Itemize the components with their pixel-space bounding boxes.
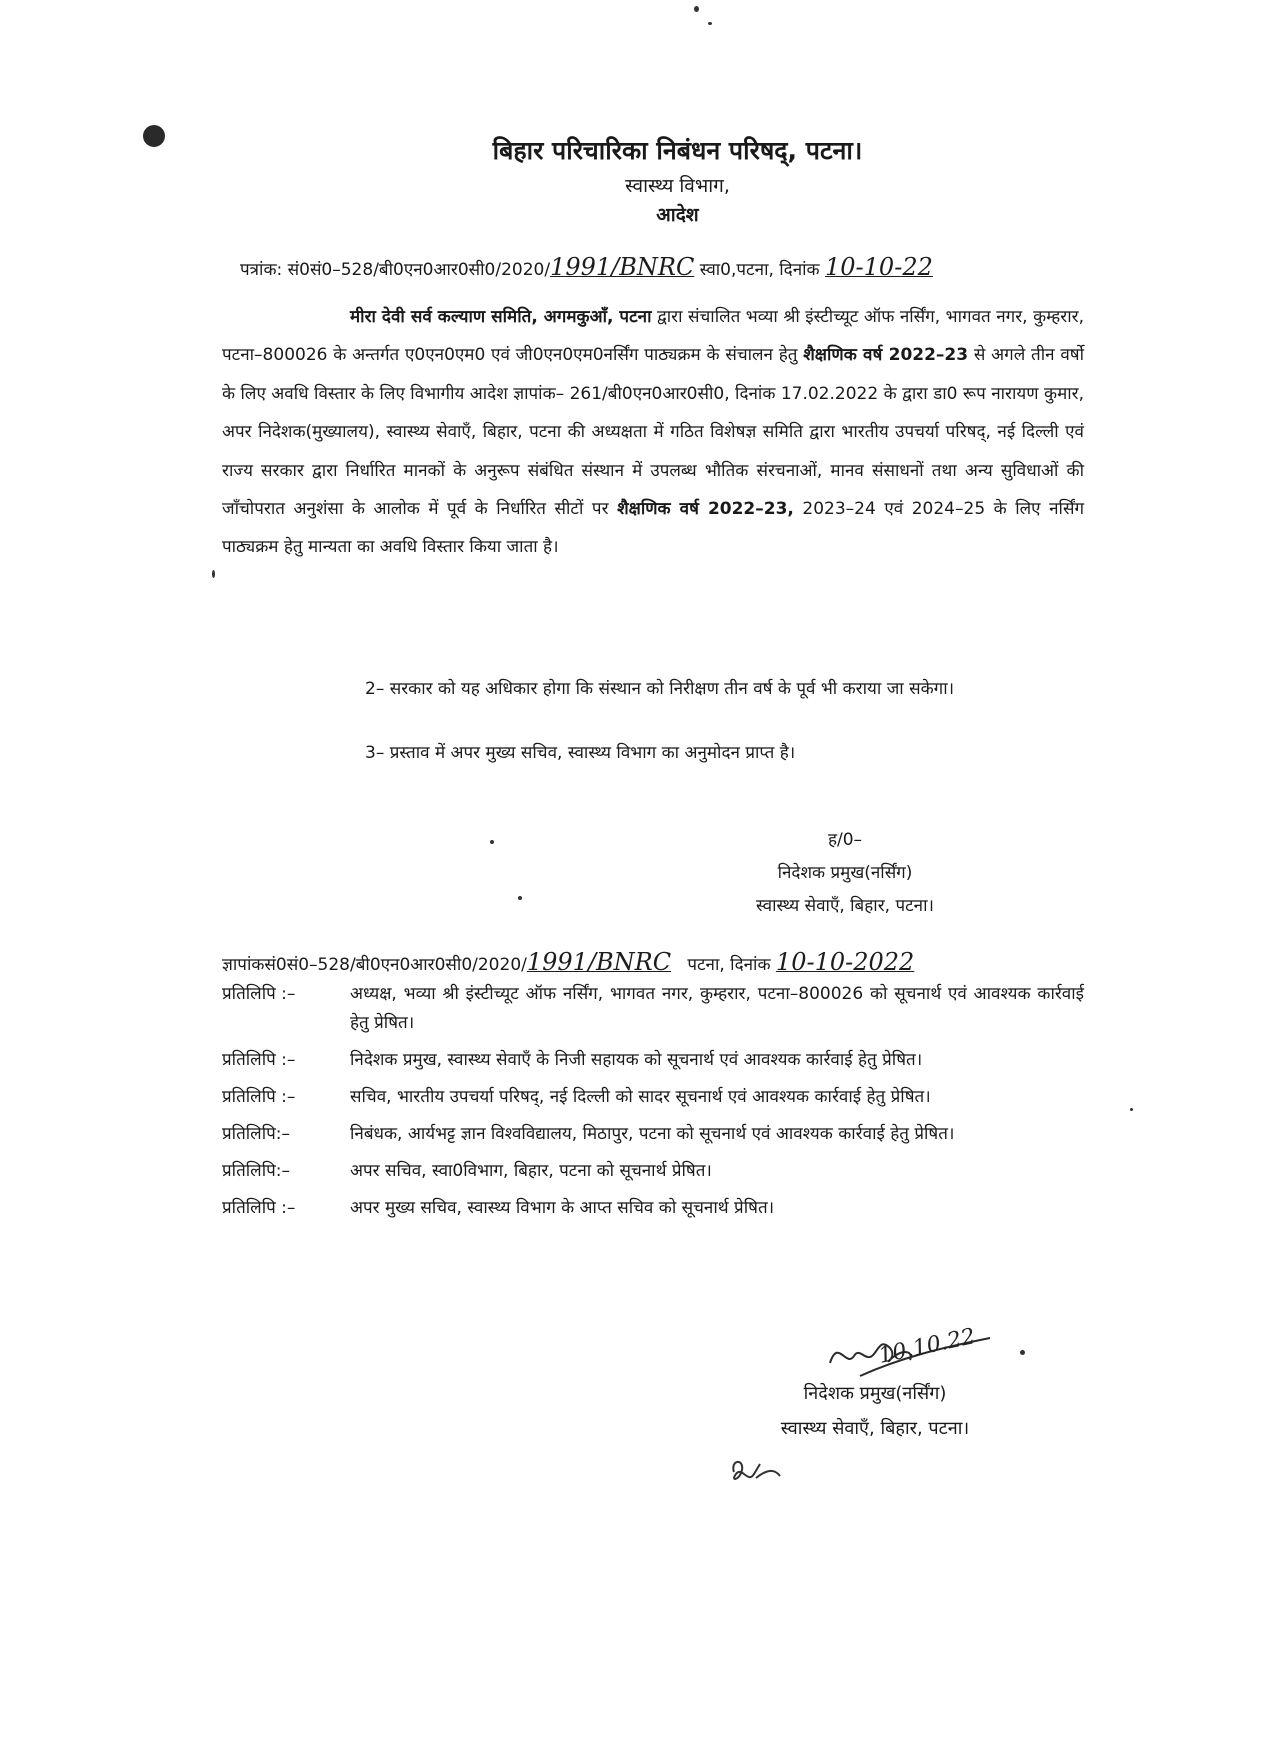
- scan-speck: [490, 840, 494, 844]
- copy-text: अध्यक्ष, भव्या श्री इंस्टीच्यूट ऑफ नर्सिंग, भागवत नगर, कुम्हरार, पटना–800026 को सूचनार्थ एवं आवश्यक कार्रवाई हेतु प्रेषित।: [350, 984, 1084, 1033]
- order-heading: आदेश: [656, 204, 699, 226]
- signature-block-1: [700, 824, 990, 923]
- signature-date: 10.10.22: [876, 1324, 978, 1369]
- scan-speck: [694, 6, 699, 12]
- handwritten-date: 10-10-22: [825, 253, 933, 281]
- order-body-paragraph: [222, 298, 1084, 567]
- scan-speck: [1020, 1350, 1025, 1355]
- copy-item: [222, 1157, 1084, 1186]
- handwritten-letter-number: 1991/BNRC: [550, 253, 695, 281]
- copy-label: प्रतिलिपि :–: [222, 1087, 296, 1107]
- signature-block-2: [735, 1376, 1015, 1446]
- copy-label: प्रतिलिपि:–: [222, 1124, 290, 1144]
- copy-item: [222, 1083, 1084, 1112]
- scan-speck: [518, 896, 522, 900]
- signed-mark: ह/0–: [827, 830, 863, 850]
- society-name: मीरा देवी सर्व कल्याण समिति, अगमकुआँ, पटना: [350, 307, 652, 327]
- copy-text: सचिव, भारतीय उपचर्या परिषद्, नई दिल्ली को सादर सूचनार्थ एवं आवश्यक कार्रवाई हेतु प्रेषित।: [350, 1087, 931, 1107]
- reference-prefix: पत्रांक: सं0सं0–528/बी0एन0आर0सी0/2020/: [240, 260, 551, 280]
- copy-label: प्रतिलिपि :–: [222, 1050, 296, 1070]
- reference-line: [240, 253, 933, 281]
- scan-speck: [708, 22, 712, 25]
- memo-line: [222, 948, 914, 976]
- copy-item: [222, 1194, 1084, 1223]
- copy-text: अपर सचिव, स्वा0विभाग, बिहार, पटना को सूचनार्थ प्रेषित।: [350, 1161, 712, 1181]
- signatory-office: स्वास्थ्य सेवाएँ, बिहार, पटना।: [780, 1418, 970, 1439]
- copy-item: [222, 980, 1084, 1038]
- copy-text: निबंधक, आर्यभट्ट ज्ञान विश्वविद्यालय, मिठापुर, पटना को सूचनार्थ एवं आवश्यक कार्रवाई हेतु प्रेषित।: [350, 1124, 955, 1144]
- order-point-3: 3– प्रस्ताव में अपर मुख्य सचिव, स्वास्थ्य विभाग का अनुमोदन प्राप्त है।: [365, 743, 796, 763]
- scan-speck: [1130, 1108, 1133, 1111]
- copy-text: अपर मुख्य सचिव, स्वास्थ्य विभाग के आप्त सचिव को सूचनार्थ प्रेषित।: [350, 1198, 775, 1218]
- copy-label: प्रतिलिपि:–: [222, 1161, 290, 1181]
- reference-middle: स्वा0,पटना, दिनांक: [699, 260, 820, 280]
- signatory-office: स्वास्थ्य सेवाएँ, बिहार, पटना।: [756, 896, 934, 916]
- body-text-2: से अगले तीन वर्षो के लिए अवधि विस्तार के लिए विभागीय आदेश ज्ञापांक– 261/बी0एन0आर0सी0, दिनांक 17.02.2022 के द्वारा डा0 रूप नारायण कुमार, अपर निदेशक(मुख्यालय), स्वास्थ्य सेवाएँ, बिहार, पटना की अध्यक्षता में गठित विशेषज्ञ समिति द्वारा भारतीय उपचर्या परिषद्, नई दिल्ली एवं राज्य सरकार द्वारा निर्धारित मानकों के अनुरूप संबंधित संस्थान में उपलब्ध भौतिक संरचनाओं, मानव संसाधनों तथा अन्य सुविधाओं की जाँचोपरात अनुशंसा के आलोक में पूर्व के निर्धारित सीटों पर: [222, 345, 1084, 520]
- memo-prefix: ज्ञापांकसं0सं0–528/बी0एन0आर0सी0/2020/: [222, 955, 527, 975]
- copy-item: [222, 1120, 1084, 1149]
- memo-middle: पटना, दिनांक: [687, 955, 771, 975]
- body-text-1: द्वारा संचालित भव्या श्री इंस्टीच्यूट ऑफ नर्सिंग, भागवत नगर, कुम्हरार, पटना–800026 के अन्तर्गत ए0एन0एम0 एवं जी0एन0एम0नर्सिंग पाठ्यक्रम के संचालन हेतु: [222, 307, 1084, 366]
- copy-label: प्रतिलिपि :–: [222, 1198, 296, 1218]
- signatory-designation: निदेशक प्रमुख(नर्सिंग): [777, 863, 913, 883]
- body-text-3: 2023–24 एवं 2024–25 के लिए नर्सिंग पाठ्यक्रम हेतु मान्यता का अवधि विस्तार किया जाता है।: [222, 499, 1085, 558]
- order-point-2: 2– सरकार को यह अधिकार होगा कि संस्थान को निरीक्षण तीन वर्ष के पूर्व भी कराया जा सकेगा।: [365, 679, 955, 699]
- department-name: स्वास्थ्य विभाग,: [625, 175, 730, 197]
- copy-label: प्रतिलिपि :–: [222, 984, 296, 1004]
- academic-year-1: शैक्षणिक वर्ष 2022–23: [803, 345, 969, 366]
- handwritten-memo-date: 10-10-2022: [775, 948, 915, 976]
- copy-list: [222, 980, 1084, 1231]
- copy-text: निदेशक प्रमुख, स्वास्थ्य सेवाएँ के निजी सहायक को सूचनार्थ एवं आवश्यक कार्रवाई हेतु प्रेषित।: [350, 1050, 923, 1070]
- copy-item: [222, 1046, 1084, 1075]
- academic-year-2: शैक्षणिक वर्ष 2022–23,: [617, 499, 794, 520]
- handwritten-memo-number: 1991/BNRC: [526, 948, 672, 976]
- scan-speck: [212, 570, 215, 578]
- council-title: बिहार परिचारिका निबंधन परिषद्, पटना।: [492, 136, 863, 165]
- signatory-designation: निदेशक प्रमुख(नर्सिंग): [803, 1383, 947, 1404]
- initials-mark: [726, 1454, 786, 1490]
